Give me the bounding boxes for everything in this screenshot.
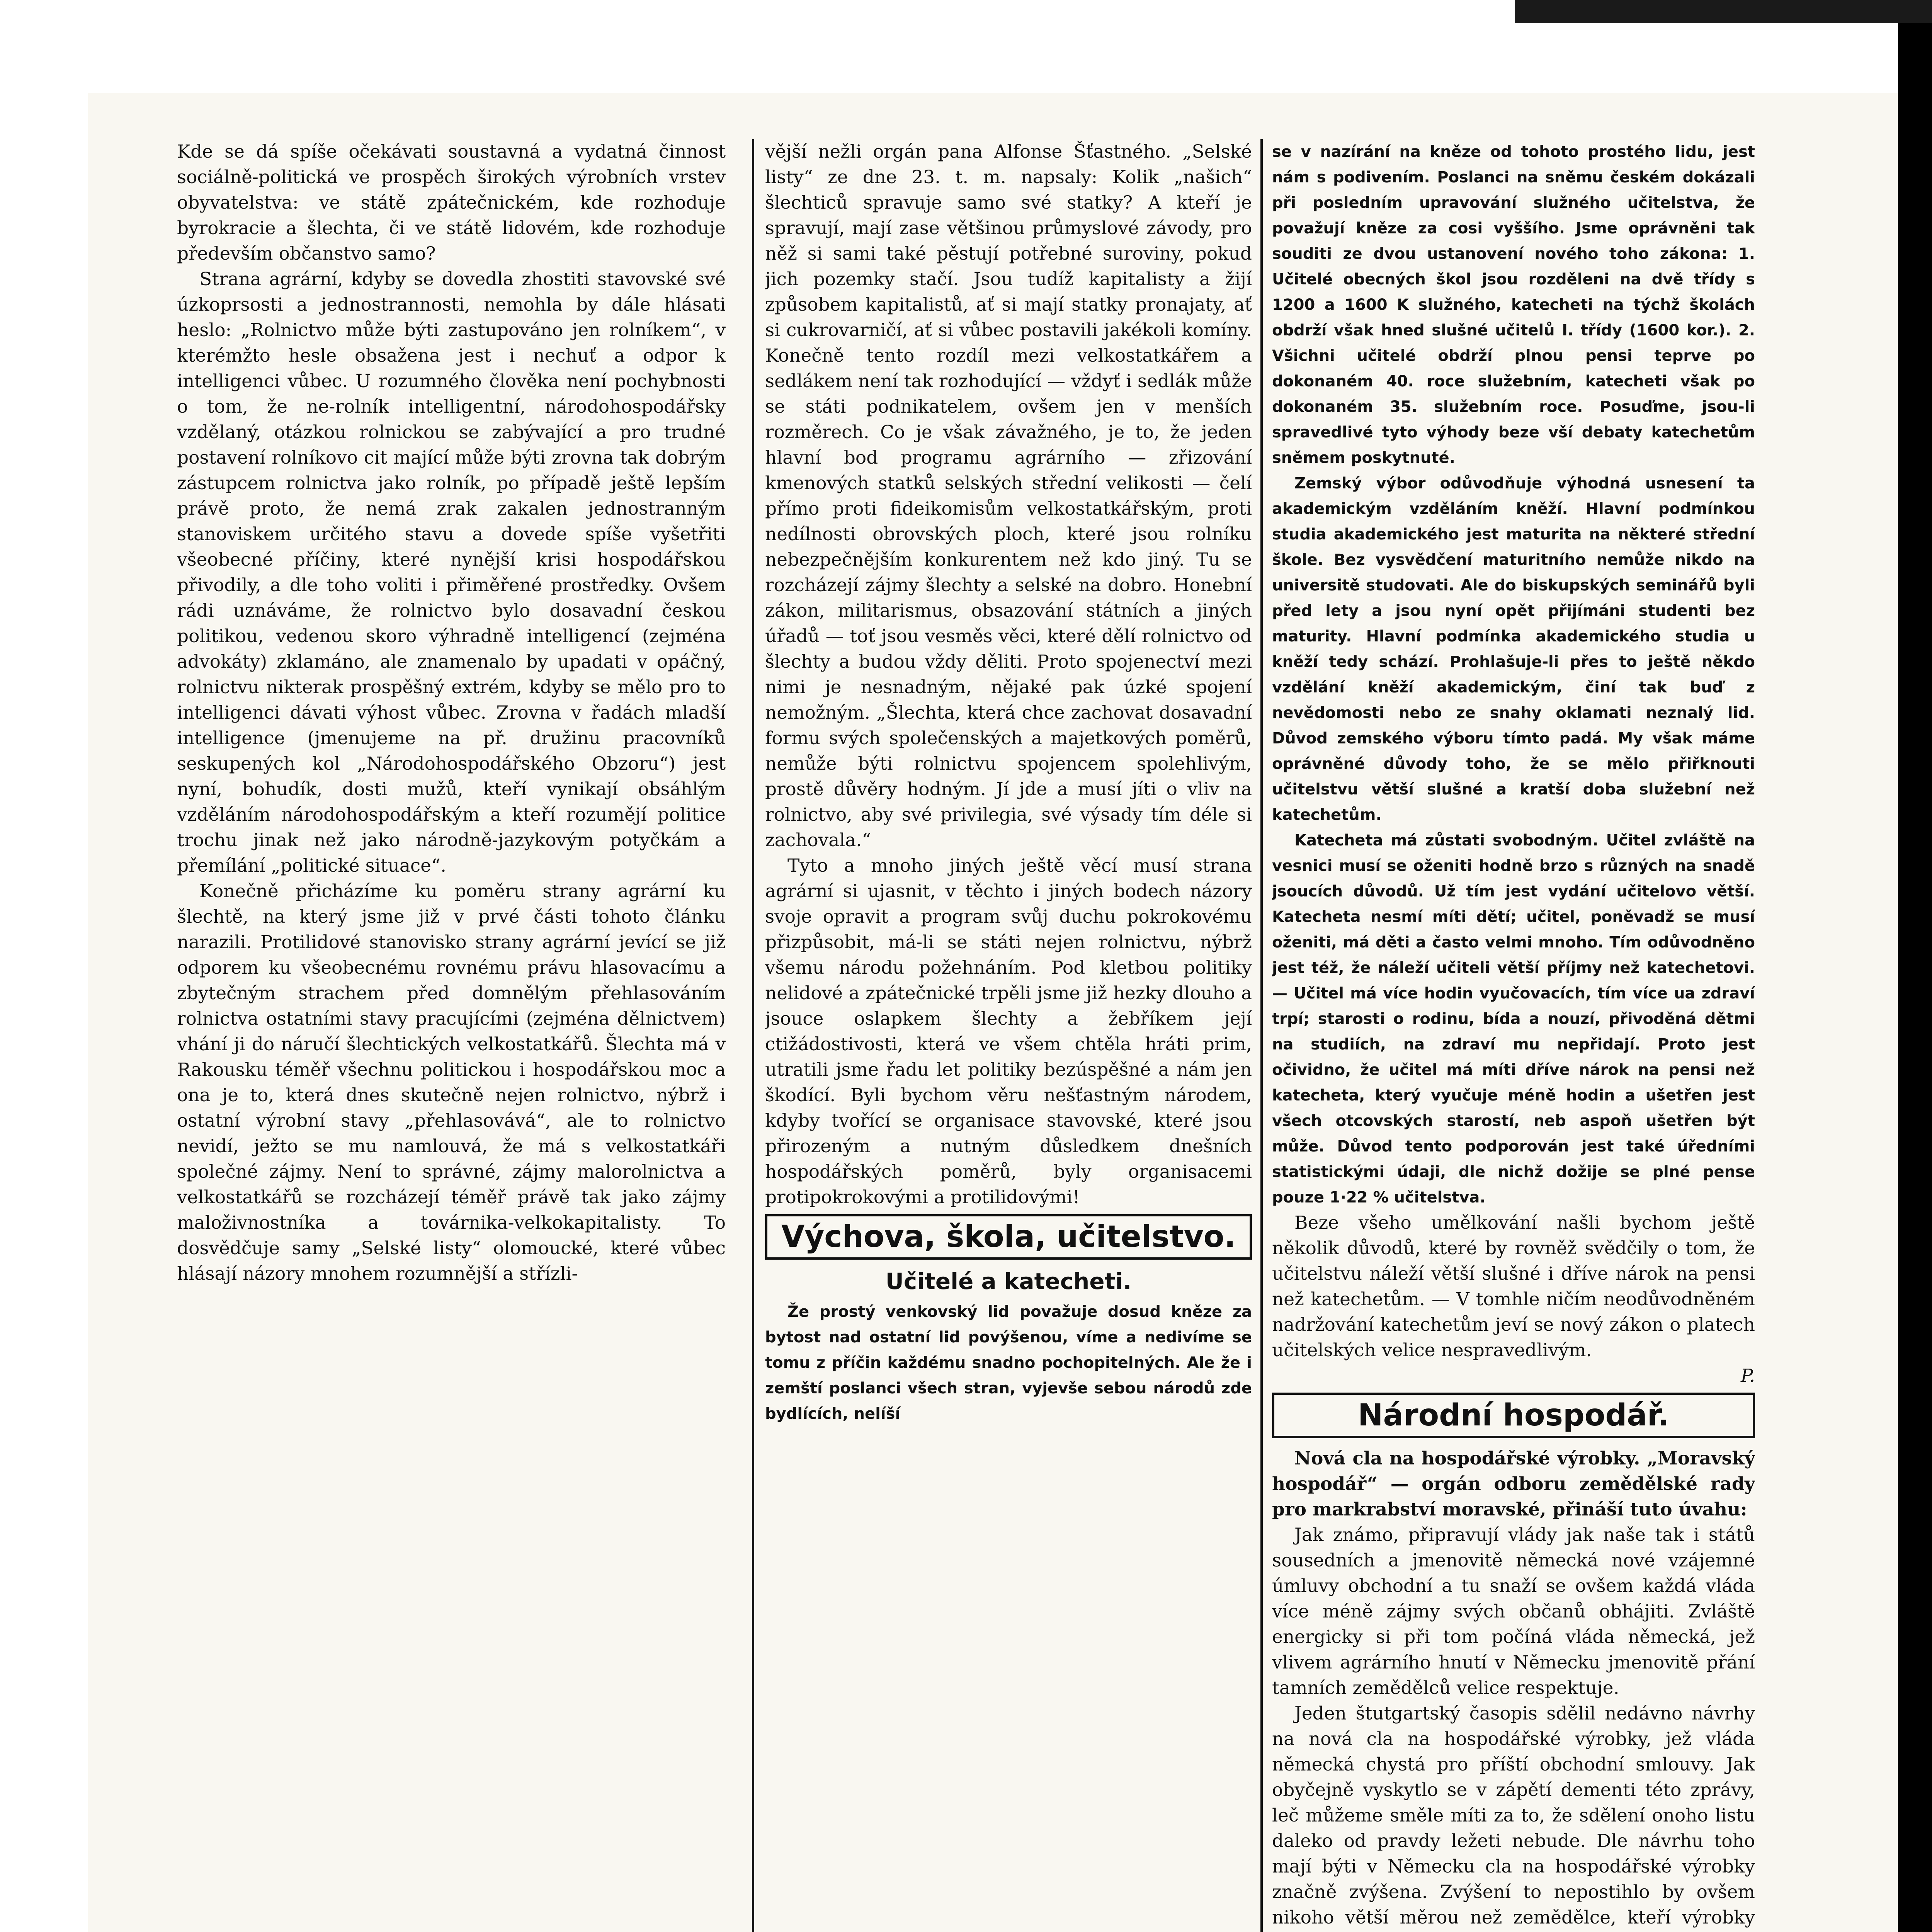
paragraph: Kde se dá spíše očekávati soustavná a vydatná činnost sociálně-politická ve prospěch širokých výrobních vrstev obyvatelstva: ve státě zpátečnickém, kde rozhoduje byrokracie a šlechta, či ve státě lidovém, kde rozhoduje především občanstvo samo? <box>177 141 726 264</box>
paragraph: Konečně přicházíme ku poměru strany agrární ku šlechtě, na který jsme již v prvé části tohoto článku narazili. Protilidové stanovisko strany agrární jevící se již odporem ku všeobecnému rovnému právu hlasovacímu a zbytečným strachem před domnělým přehlasováním rolnictva ostatními stavy pracujícími (zejména dělnictvem) vhání ji do náručí šlechtických velkostatkářů. Šlechta má v Rakousku téměř všechnu politickou i hospodářskou moc a ona je to, která dnes skutečně nejen rolnictvo, nýbrž i ostatní výrobní stavy „přehlasovává“, ale to rolnictvo nevidí, ježto se mu namlouvá, že má s velkostatkáři společné zájmy. Není to správné, zájmy malorolnictva a velkostatkářů se rozcházejí téměř právě tak jako zájmy maloživnostníka a továrnika-velkokapitalisty. To dosvědčuje samy „Selské listy“ olomoucké, které vůbec hlásají názory mnohem rozumnější a střízli- <box>177 881 726 1284</box>
paragraph: Beze všeho umělkování našli bychom ještě několik důvodů, které by rovněž svědčily o tom, že učitelstvu náleží větší slušné i dříve nárok na pensi než katechetům. — V tomhle ničím neodůvodněném nadržování katechetům jeví se nový zákon o platech učitelských velice nespravedlivým. <box>1272 1212 1755 1361</box>
section-heading-education: Výchova, škola, učitelstvo. <box>765 1214 1252 1260</box>
paragraph: Nová cla na hospodářské výrobky. „Moravský hospodář“ — orgán odboru zemědělské rady pro markrabství moravské, přináší tuto úvahu: <box>1272 1448 1755 1520</box>
paragraph: Katecheta má zůstati svobodným. Učitel zvláště na vesnici musí se oženiti hodně brzo s různých na snadě jsoucích důvodů. Už tím jest vydání učitelovo větší. Katecheta nesmí míti dětí; učitel, poněvadž se musí oženiti, má děti a často velmi mnoho. Tím odůvodněno jest též, že náleží učiteli větší příjmy než katechetovi. — Učitel má více hodin vyučovacích, tím více ua zdraví trpí; starosti o rodinu, bída a nouzí, přivoděná dětmi na studiích, na zdraví mu nepřidají. Proto jest očividno, že učitel má míti dříve nárok na pensi než katecheta, který vyučuje méně hodin a ušetřen jest všech otcovských starostí, neb aspoň ušetřen být může. Důvod tento podporován jest také úředními statistickými údaji, dle nichž dožije se plné pense pouze 1·22 % učitelstva. <box>1272 832 1755 1206</box>
paragraph: se v nazírání na kněze od tohoto prostého lidu, jest nám s podivením. Poslanci na sněmu českém dokázali při posledním upravování služného učitelstva, že považují kněze za cosi vyššího. Jsme oprávněni tak souditi ze dvou ustanovení nového toho zákona: 1. Učitelé obecných škol jsou rozděleni na dvě třídy s 1200 a 1600 K služného, katecheti na týchž školách obdrží však hned slušné učitelů I. třídy (1600 kor.). 2. Všichni učitelé obdrží plnou pensi teprve po dokonaném 40. roce služebním, katecheti však po dokonaném 35. služebním roce. Posuďme, jsou-li spravedlivé tyto výhody beze vší debaty katechetům sněmem poskytnuté. <box>1272 143 1755 467</box>
column-2-top <box>765 139 1252 1932</box>
column-1-top <box>177 139 726 1932</box>
section-heading-economy: Národní hospodář. <box>1272 1393 1755 1438</box>
paragraph: Zemský výbor odůvodňuje výhodná usnesení ta akademickým vzděláním kněží. Hlavní podmínkou studia akademického jest maturita na některé střední škole. Bez vysvědčení maturitního nemůže nikdo na universitě studovati. Ale do biskupských seminářů byli před lety a jsou nyní opět přijímáni studenti bez maturity. Hlavní podmínka akademického studia u kněží tedy schází. Prohlašuje-li přes to ještě někdo vzdělání kněží akademickým, činí tak buď z nevědomosti nebo ze snahy oklamati neznalý lid. Důvod zemského výboru tímto padá. My však máme oprávněné důvody toho, že se mělo přiřknouti učitelstvu větší slušné a kratší doba služební než katechetům. <box>1272 474 1755 824</box>
paragraph: Strana agrární, kdyby se dovedla zhostiti stavovské své úzkoprsosti a jednostrannosti, nemohla by dále hlásati heslo: „Rolnictvo může býti zastupováno jen rolníkem“, v kterémžto hesle obsažena jest i nechuť a odpor k intelligenci vůbec. U rozumného člověka není pochybnosti o tom, že ne-rolník intelligentní, národohospodářsky vzdělaný, otázkou rolnickou se zabývající a pro trudné postavení rolníkovo cit mající může býti zrovna tak dobrým zástupcem rolnictva jako rolník, po případě ještě lepším právě proto, že nemá zrak zakalen jednostranným stanoviskem určitého stavu a dovede spíše vyšetřiti všeobecné příčiny, které nynější krisi hospodářskou přivodily, a dle toho voliti i přiměřené prostředky. Ovšem rádi uznáváme, že rolnictvo bylo dosavadní českou politikou, vedenou skoro výhradně intelligencí (zejména advokáty) zklamáno, ale znamenalo by upadati v opáčný, rolnictvu nikterak prospěšný extrém, kdyby se mělo pro to intelligenci dávati výhost vůbec. Zrovna v řadách mladší intelligence (jmenujeme na př. družinu pracovníků seskupených kol „Národohospodářského Obzoru“) jest nyní, bohudík, dosti mužů, kteří vynikají obsáhlým vzděláním národohospodářským a kteří rozumějí politice trochu jinak než jako národně-jazykovým potyčkám a přemílání „politické situace“. <box>177 269 726 876</box>
column-2 <box>765 139 1252 1932</box>
column-rule <box>752 139 754 1932</box>
column-3-education-continued <box>1272 139 1755 1210</box>
paragraph: vější nežli orgán pana Alfonse Šťastného. „Selské listy“ ze dne 23. t. m. napsaly: Kolik „našich“ šlechticů spravuje samo své statky? A kteří je spravují, mají zase většinou průmyslové závody, pro něž si sami také pěstují potřebné suroviny, pokud jich pozemky stačí. Jsou tudíž kapitalisty a žijí způsobem kapitalistů, ať si mají statky pronajaty, ať si cukrovarničí, ať si vůbec postavili jakékoli komíny. Konečně tento rozdíl mezi velkostatkářem a sedlákem není tak rozhodující — vždyť i sedlák může se státi podnikatelem, ovšem jen v menších rozměrech. Co je však závažného, je to, že jeden hlavní bod programu agrárního — zřizování kmenových statků selských střední velikosti — čelí přímo proti fideikomisům velkostatkářským, proti nedílnosti obrovských ploch, které jsou rolníku nebezpečnějším konkurentem než kdo jiný. Tu se rozcházejí zájmy šlechty a selské na dobro. Honební zákon, militarismus, obsazování státních a jiných úřadů — toť jsou vesměs věci, které dělí rolnictvo od šlechty a budou vždy děliti. Proto spojenectví mezi nimi je nesnadným, nějaké pak úzké spojení nemožným. „Šlechta, která chce zachovat dosavadní formu svých společenských a majetkových poměrů, nemůže býti rolnictvu spojencem spolehlivým, prostě důvěry hodným. Jí jde a musí jíti o vliv na rolnictvo, aby své privilegia, své výsady tím déle si zachovala.“ <box>765 141 1252 851</box>
column-3 <box>1272 139 1755 1932</box>
signature: P. <box>1740 1365 1755 1386</box>
column-1 <box>177 139 726 1932</box>
column-rule <box>1260 139 1263 1932</box>
paragraph: Jak známo, připravují vlády jak naše tak i států sousedních a jmenovitě německá nové vzájemné úmluvy obchodní a tu snaží se ovšem každá vláda více méně zájmy svých občanů obhájiti. Zvláště energicky si při tom počíná vláda německá, jež vlivem agrárního hnutí v Německu jmenovitě přání tamních zemědělců velice respektuje. <box>1272 1524 1755 1699</box>
article-heading: Učitelé a katecheti. <box>885 1268 1132 1294</box>
paragraph: Tyto a mnoho jiných ještě věcí musí strana agrární si ujasnit, v těchto i jiných bodech názory svoje opravit a program svůj duchu pokrokovému přizpůsobit, má-li se státi nejen rolnictvu, nýbrž všemu národu požehnáním. Pod kletbou politiky nelidové a zpátečnické trpěli jsme již hezky dlouho a jsouce oslapkem šlechty a žebříkem její ctižádostivosti, která ve všem chtěla hráti prim, utratili jsme řadu let politiky bezúspěšné a nám jen škodící. Byli bychom věru nešťastným národem, kdyby tvořící se organisace stavovské, které jsou přirozeným a nutným důsledkem dnešních hospodářských poměrů, byly organisacemi protipokrokovými a protilidovými! <box>765 855 1252 1208</box>
paragraph: Jeden štutgartský časopis sdělil nedávno návrhy na nová cla na hospodářské výrobky, jež vláda německá chystá pro příští obchodní smlouvy. Jak obyčejně vyskytlo se v zápětí dementi této zprávy, leč můžeme směle míti za to, že sdělení onoho listu daleko od pravdy ležeti nebude. Dle návrhu toho mají býti v Německu cla na hospodářské výrobky značně zvýšena. Zvýšení to nepostihlo by ovšem nikoho větší měrou než zemědělce, kteří výrobky <box>1272 1703 1755 1928</box>
scan-edge <box>1515 0 1932 23</box>
paragraph: Že prostý venkovský lid považuje dosud kněze za bytost nad ostatní lid povýšenou, víme a nedivíme se tomu z příčin každému snadno pochopitelných. Ale že i zemští poslanci všech stran, vyjevše sebou národů zde bydlících, nelíší <box>765 1303 1252 1423</box>
scan-edge <box>1898 0 1932 1932</box>
newspaper-page <box>88 93 1898 1932</box>
